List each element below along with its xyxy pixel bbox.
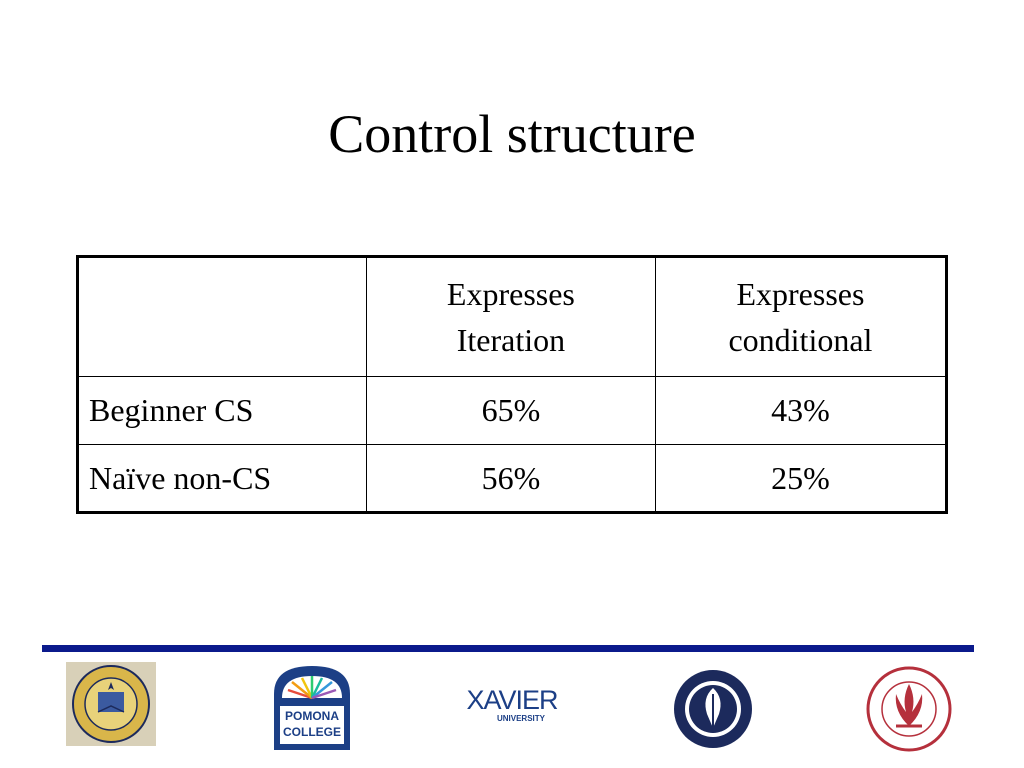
table-header-row: [78, 257, 947, 377]
iteration-value: 56%: [366, 445, 655, 513]
pomona-college-logo: [272, 664, 352, 752]
slide-title: Control structure: [328, 104, 696, 164]
xavier-logo-subline: UNIVERSITY: [496, 714, 545, 723]
iteration-value: 65%: [366, 377, 655, 445]
header-iteration-line-1: Expresses: [446, 276, 575, 312]
pomona-logo-line-1: POMONA: [285, 709, 339, 723]
table-row: [78, 445, 947, 513]
pomona-logo-line-2: COLLEGE: [282, 725, 341, 739]
header-conditional-line-2: conditional: [728, 322, 873, 358]
header-cell-conditional: [655, 257, 946, 377]
row-label: Naïve non-CS: [78, 445, 367, 513]
header-cell-empty: [78, 257, 367, 377]
header-cell-iteration: [366, 257, 655, 377]
footer-divider: [42, 645, 974, 652]
conditional-value: 43%: [655, 377, 946, 445]
row-label: Beginner CS: [78, 377, 367, 445]
ucsd-seal-logo: [66, 662, 156, 746]
results-table: [76, 255, 948, 514]
table-row: [78, 377, 947, 445]
xavier-university-logo: [466, 686, 558, 724]
rhode-island-college-seal-logo: [866, 664, 952, 754]
header-iteration-line-2: Iteration: [456, 322, 566, 358]
header-conditional-line-1: Expresses: [736, 276, 865, 312]
uconn-seal-logo: [672, 668, 754, 750]
conditional-value: 25%: [655, 445, 946, 513]
xavier-logo-wordmark: XAVIER: [466, 685, 558, 715]
